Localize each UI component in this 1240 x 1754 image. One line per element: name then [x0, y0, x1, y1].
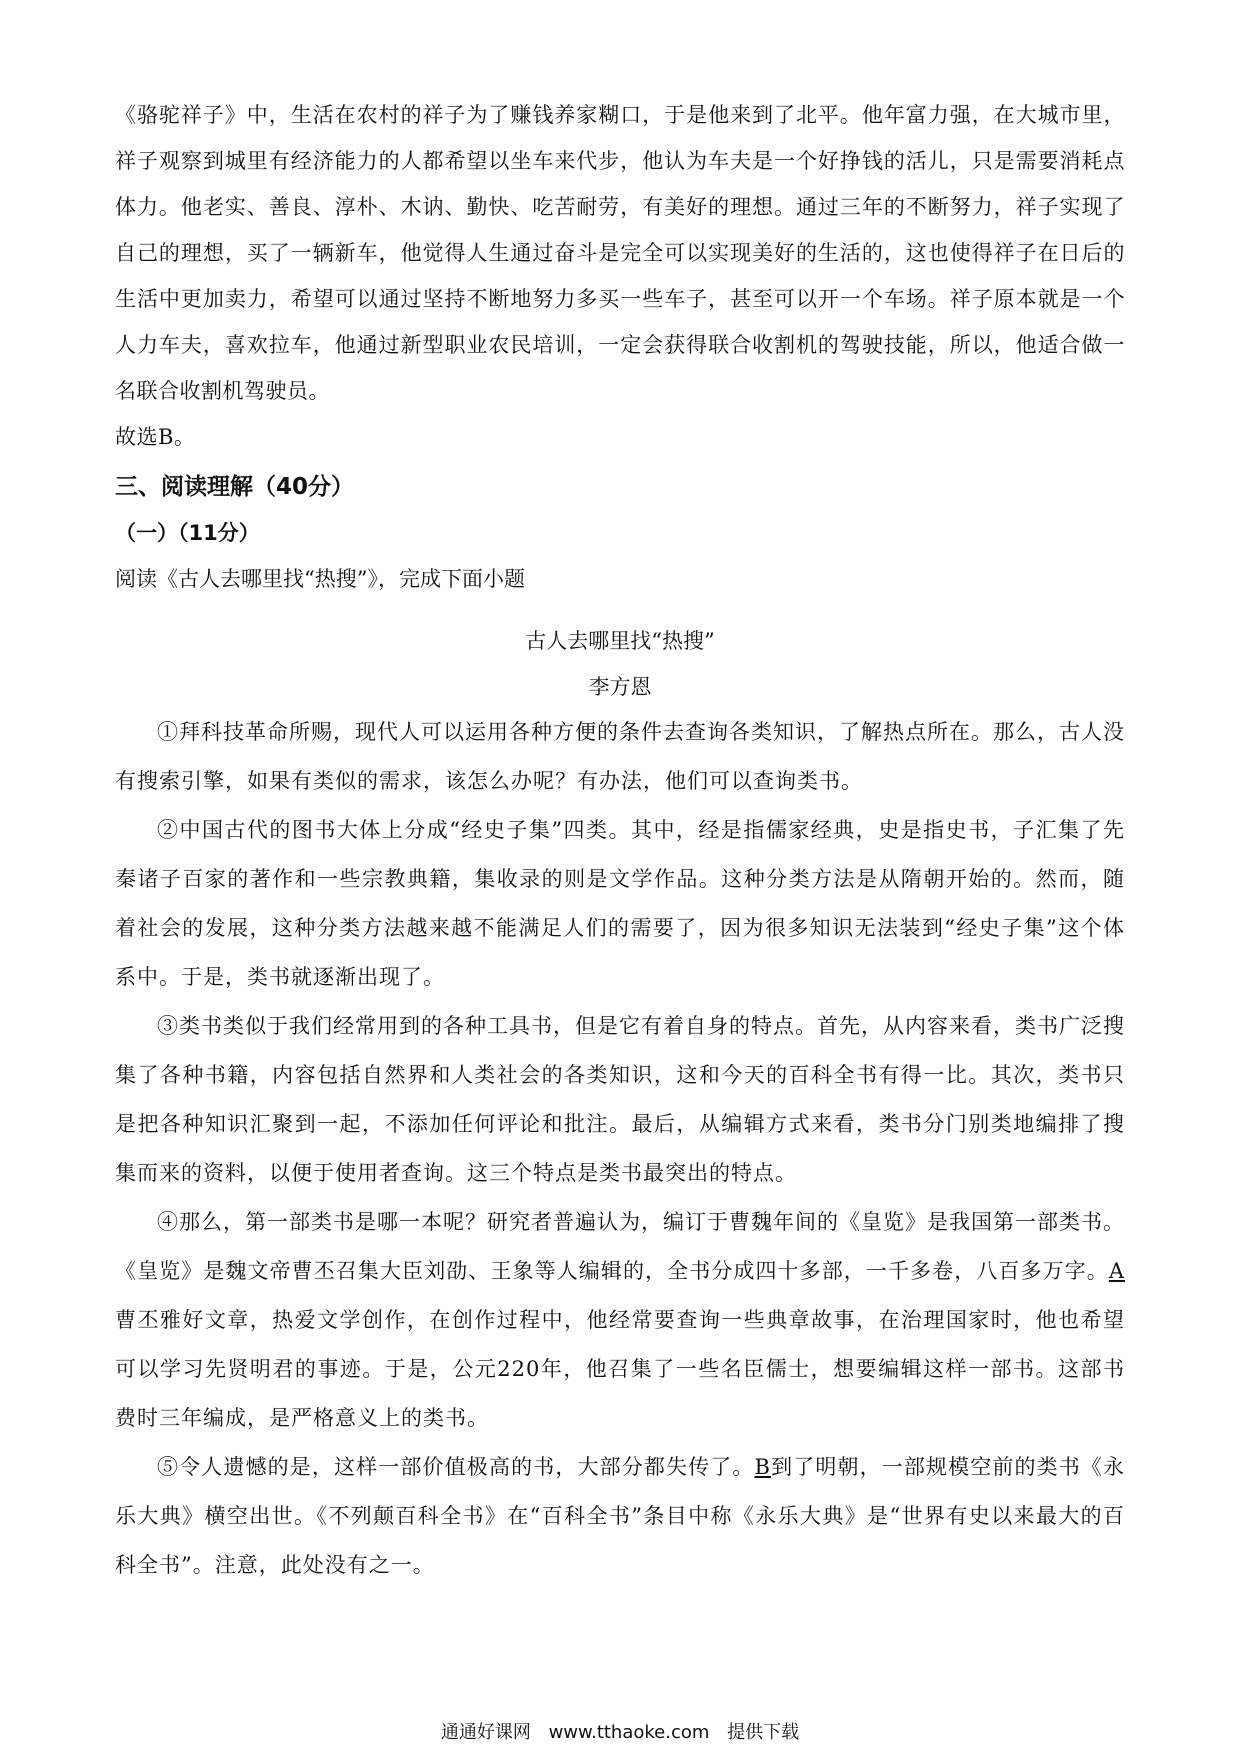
- article-title: 古人去哪里找“热搜”: [525, 629, 715, 653]
- article-author: 李方恩: [588, 675, 652, 699]
- sub-section-heading: （一）（11分）: [115, 521, 260, 545]
- paragraph-5-part-a: ⑤令人遗憾的是，这样一部价值极高的书，大部分都失传了。: [157, 1455, 755, 1479]
- paragraph-5-part-b: 到了明朝，一部规模空前的类书《永乐大典》横空出世。《不列颠百科全书》在“百科全书”条目中称《永乐大典》是“世界有史以来最大的百科全书”。注意，此处没有之一。: [115, 1455, 1126, 1577]
- paragraph-4-part-a: ④那么，第一部类书是哪一本呢？研究者普遍认为，编订于曹魏年间的《皇览》是我国第一部类书。《皇览》是魏文帝曹丕召集大臣刘劭、王象等人编辑的，全书分成四十多部，一千多卷，八百多万字。: [115, 1210, 1125, 1283]
- footer-site-name: 通通好课网: [440, 1722, 531, 1743]
- blank-marker-b: B: [754, 1455, 771, 1479]
- footer-suffix: 提供下载: [727, 1722, 800, 1743]
- page-footer: [0, 1718, 1240, 1744]
- article-paragraph-3: ③类书类似于我们经常用到的各种工具书，但是它有着自身的特点。首先，从内容来看，类书广泛搜集了各种书籍，内容包括自然界和人类社会的各类知识，这和今天的百科全书有得一比。其次，类书只是把各种知识汇聚到一起，不添加任何评论和批注。最后，从编辑方式来看，类书分门别类地编排了搜集而来的资料，以便于使用者查询。这三个特点是类书最突出的特点。: [115, 1014, 1125, 1185]
- article-paragraph-5: [115, 1443, 1125, 1590]
- footer-url[interactable]: www.tthaoke.com: [548, 1722, 710, 1743]
- page-content: [115, 92, 1125, 1590]
- answer-line: 故选B。: [115, 425, 196, 449]
- previous-answer-paragraph: 《骆驼祥子》中，生活在农村的祥子为了赚钱养家糊口，于是他来到了北平。他年富力强，在大城市里，祥子观察到城里有经济能力的人都希望以坐车来代步，他认为车夫是一个好挣钱的活儿，只是需要消耗点体力。他老实、善良、淳朴、木讷、勤快、吃苦耐劳，有美好的理想。通过三年的不断努力，祥子实现了自己的理想，买了一辆新车，他觉得人生通过奋斗是完全可以实现美好的生活的，这也使得祥子在日后的生活中更加卖力，希望可以通过坚持不断地努力多买一些车子，甚至可以开一个车场。祥子原本就是一个人力车夫，喜欢拉车，他通过新型职业农民培训，一定会获得联合收割机的驾驶技能，所以，他适合做一名联合收割机驾驶员。: [115, 103, 1125, 403]
- section-heading: 三、阅读理解（40分）: [115, 474, 355, 500]
- paragraph-4-part-b: 曹丕雅好文章，热爱文学创作，在创作过程中，他经常要查询一些典章故事，在治理国家时，他也希望可以学习先贤明君的事迹。于是，公元220年，他召集了一些名臣儒士，想要编辑这样一部书。这部书费时三年编成，是严格意义上的类书。: [115, 1308, 1125, 1430]
- blank-marker-a: A: [1108, 1259, 1125, 1283]
- article-paragraph-1: ①拜科技革命所赐，现代人可以运用各种方便的条件去查询各类知识，了解热点所在。那么，古人没有搜索引擎，如果有类似的需求，该怎么办呢？有办法，他们可以查询类书。: [115, 720, 1125, 793]
- article-paragraph-2: ②中国古代的图书大体上分成“经史子集”四类。其中，经是指儒家经典，史是指史书，子汇集了先秦诸子百家的著作和一些宗教典籍，集收录的则是文学作品。这种分类方法是从隋朝开始的。然而，随着社会的发展，这种分类方法越来越不能满足人们的需要了，因为很多知识无法装到“经史子集”这个体系中。于是，类书就逐渐出现了。: [115, 818, 1125, 989]
- reading-instruction: 阅读《古人去哪里找“热搜”》，完成下面小题: [115, 567, 525, 591]
- article-paragraph-4: [115, 1198, 1125, 1443]
